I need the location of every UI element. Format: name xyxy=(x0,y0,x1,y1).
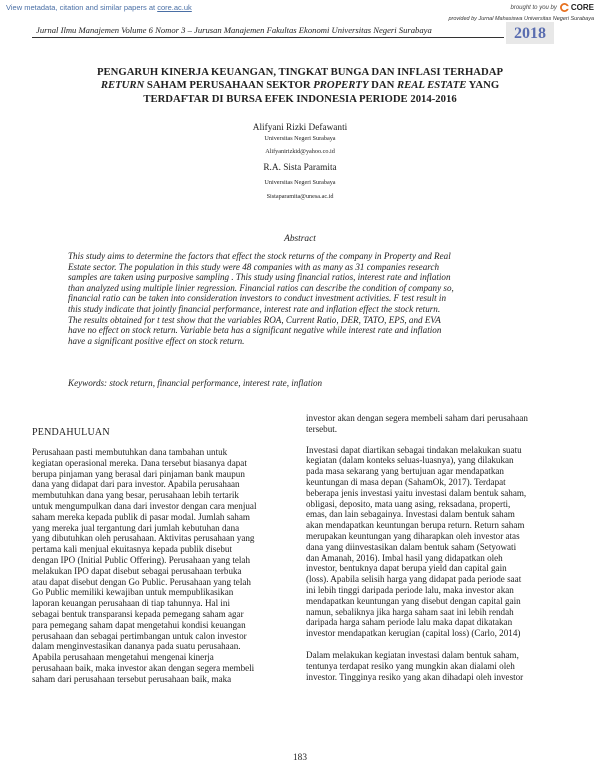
brought-to-you-by xyxy=(511,3,595,12)
paragraph-gap xyxy=(306,435,569,445)
body-line: para pemegang saham dapat mengetahui kondisi keuangan xyxy=(32,619,246,630)
author-email[interactable]: Alifyanirizkid@yahoo.co.id xyxy=(265,148,335,155)
body-line: saham mereka kepada publik di pasar modal. Jumlah saham xyxy=(32,511,250,522)
keywords: Keywords: stock return, financial performance, interest rate, inflation xyxy=(68,378,323,388)
body-line: keuntungan di masa depan (SahamOk, 2017). Terdapat xyxy=(306,476,506,487)
abstract-line: The results obtained for t test show that the variables ROA, Current Ratio, DER, TATO, EPS, and EVA xyxy=(68,314,441,325)
core-link-text: View metadata, citation and similar papers at xyxy=(6,3,158,12)
body-line: dana yang diinvestasikan dalam bentuk saham (Setyowati xyxy=(306,541,517,552)
body-line: Apabila perusahaan mengetahui mengenai kinerja xyxy=(32,652,214,663)
body-line: sebagai bentuk transparansi kepada pemegang saham agar xyxy=(32,608,244,619)
core-logo-text: CORE xyxy=(570,3,594,12)
body-line: atau dapat disebut dengan Go Public. Perusahaan yang telah xyxy=(32,576,251,587)
body-line: investor. Tingginya resiko yang akan dihadapi oleh investor xyxy=(306,671,524,682)
author-email[interactable]: Sistaparamita@unesa.ac.id xyxy=(266,193,334,200)
abstract-line: have no effect on stock return. Variable beta has a significant negative while interest rate and inflation xyxy=(68,325,442,336)
provided-by: provided by Jurnal Mahasiswa Universitas Negeri Surabaya xyxy=(448,16,594,22)
core-link-anchor[interactable]: core.ac.uk xyxy=(157,3,192,12)
title-italic-real-estate: REAL ESTATE xyxy=(396,79,467,92)
title-line-2 xyxy=(60,79,540,92)
body-line: Perusahaan pasti membutuhkan dana tambahan untuk xyxy=(32,447,228,457)
body-line: melakukan IPO dapat disebut sebagai perusahaan terbuka xyxy=(32,565,242,576)
abstract-line: this study indicate that jointly financial performance, interest rate and inflation effect the stock return. xyxy=(68,303,441,314)
body-line: obligasi, deposito, mata uang asing, reksadana, properti, xyxy=(306,498,511,509)
core-logo-icon xyxy=(560,3,569,12)
journal-header-line: Jurnal Ilmu Manajemen Volume 6 Nomor 3 – Jurusan Manajemen Fakultas Ekonomi Universitas Negeri Surabaya xyxy=(36,25,432,35)
body-line: Go Public memiliki kewajiban untuk mempublikasikan xyxy=(32,587,234,598)
title-italic-property: PROPERTY xyxy=(313,79,369,92)
body-line: saham dari perusahaan tersebut perusahaan baik, maka xyxy=(32,673,232,684)
year-badge: 2018 xyxy=(506,22,554,44)
author-1 xyxy=(0,123,600,155)
section-heading: PENDAHULUAN xyxy=(32,427,110,438)
body-line: beberapa jenis investasi yaitu investasi dalam bentuk saham, xyxy=(306,487,527,498)
brought-to-you-text: brought to you by xyxy=(510,4,557,11)
body-line: untuk mengumpulkan dana dari investor dengan cara menjual xyxy=(32,500,257,511)
body-line: daripada harga saham periode lalu maka dapat dikatakan xyxy=(306,617,513,628)
core-metadata-link[interactable] xyxy=(6,3,192,12)
body-line: kegiatan operasional mereka. Dana tersebut biasanya dapat xyxy=(32,457,247,468)
body-line: dengan IPO (Initial Public Offering). Perusahaan yang telah xyxy=(32,554,251,565)
body-line: dalam menginvestasikan dananya pada suatu perusahaan. xyxy=(32,641,241,652)
body-line: namun, sebaliknya jika harga saham saat ini lebih rendah xyxy=(306,606,514,617)
abstract-line: than analyzed using multiple linier regression. Financial ratios can describe the condition of company so, xyxy=(68,282,454,293)
abstract-line: This study aims to determine the factors that effect the stock returns of the company in Property and Real xyxy=(68,251,451,261)
body-line: pada masa sekarang yang bertujuan agar mendapatkan xyxy=(306,466,504,477)
body-line: perusahaan baik, maka investor akan dengan segera membeli xyxy=(32,662,255,673)
body-line: investor mendapatkan kerugian (capital loss) (Carlo, 2014) xyxy=(306,628,521,639)
title-line-3: TERDAFTAR DI BURSA EFEK INDONESIA PERIODE 2014-2016 xyxy=(143,92,457,105)
author-affiliation: Universitas Negeri Surabaya xyxy=(264,135,336,142)
abstract-line: Estate sector. The population in this study were 48 companies with as many as 31 companies research xyxy=(68,261,440,272)
body-line: tentunya terdapat resiko yang mungkin akan dialami oleh xyxy=(306,660,515,671)
title-text-dan: DAN xyxy=(368,79,397,92)
abstract-line: have a significant positive effect on stock return. xyxy=(68,335,245,346)
author-2 xyxy=(0,163,600,200)
paper-title xyxy=(60,66,540,106)
body-line: mendapatkan keuntungan yang disebut dengan capital gain xyxy=(306,595,521,606)
body-line: merupakan keuntungan yang diharapkan oleh investor atas xyxy=(306,530,520,541)
author-name: R.A. Sista Paramita xyxy=(263,163,337,173)
title-line-1: PENGARUH KINERJA KEUANGAN, TINGKAT BUNGA DAN INFLASI TERHADAP xyxy=(97,66,503,78)
core-logo[interactable] xyxy=(560,3,594,12)
body-line: laporan keuangan perusahaan di tiap tahunnya. Hal ini xyxy=(32,598,230,609)
body-line: berupa pinjaman yang berasal dari pinjaman bank maupun xyxy=(32,468,245,479)
body-line: yang mereka jual tergantung dari jumlah kebutuhan dana xyxy=(32,522,240,533)
author-name: Alifyani Rizki Defawanti xyxy=(252,123,348,133)
header-rule xyxy=(32,37,504,38)
body-line: dana yang didapat dari para investor. Apabila perusahaan xyxy=(32,479,240,490)
body-line: kegiatan (dalam konteks seluas-luasnya), yang dilakukan xyxy=(306,455,514,466)
right-column xyxy=(306,413,569,682)
abstract-line: financial ratio can be taken into consideration investors to conduct investment activities. F test result in xyxy=(68,293,446,304)
title-text-yang: YANG xyxy=(466,79,500,92)
body-line: perusahaan dan sebagai pertimbangan untuk calon investor xyxy=(32,630,247,641)
body-line: (loss). Apabila selisih harga yang didapat pada periode saat xyxy=(306,574,522,585)
abstract-body xyxy=(68,251,531,346)
body-line: investor akan dengan segera membeli saham dari perusahaan xyxy=(306,413,528,423)
title-text-saham: SAHAM PERUSAHAAN SEKTOR xyxy=(144,79,314,92)
body-line: dan Amanah, 2016). Imbal hasil yang didapatkan oleh xyxy=(306,552,503,563)
body-line: ini lebih tinggi daripada periode lalu, maka investor akan xyxy=(306,584,514,595)
abstract-line: samples are taken using purposive sampling . This study using financial ratios, interest rate and inflation xyxy=(68,272,451,283)
body-line: Dalam melakukan kegiatan investasi dalam bentuk saham, xyxy=(306,649,519,660)
body-line: investor, bentuknya dapat berupa yield dan capital gain xyxy=(306,563,507,574)
paragraph-gap xyxy=(306,639,569,650)
page-number: 183 xyxy=(293,753,307,763)
author-affiliation: Universitas Negeri Surabaya xyxy=(264,179,336,186)
body-line: akan mendapatkan keuntungan berupa return. Return saham xyxy=(306,520,525,531)
title-italic-return: RETURN xyxy=(100,79,145,92)
body-line: emas, dan lain sebagainya. Investasi dalam bentuk saham xyxy=(306,509,515,520)
body-line: yang dibutuhkan oleh perusahaan. Aktivitas perusahaan yang xyxy=(32,533,255,544)
body-line: Investasi dapat diartikan sebagai tindakan melakukan suatu xyxy=(306,444,522,455)
body-line: pertama kali menjual ekuitasnya kepada publik disebut xyxy=(32,544,233,555)
left-column xyxy=(32,447,295,685)
body-line: membutuhkan dana yang besar, perusahaan lebih tertarik xyxy=(32,490,239,501)
body-line: tersebut. xyxy=(306,423,338,434)
abstract-heading: Abstract xyxy=(284,234,316,244)
